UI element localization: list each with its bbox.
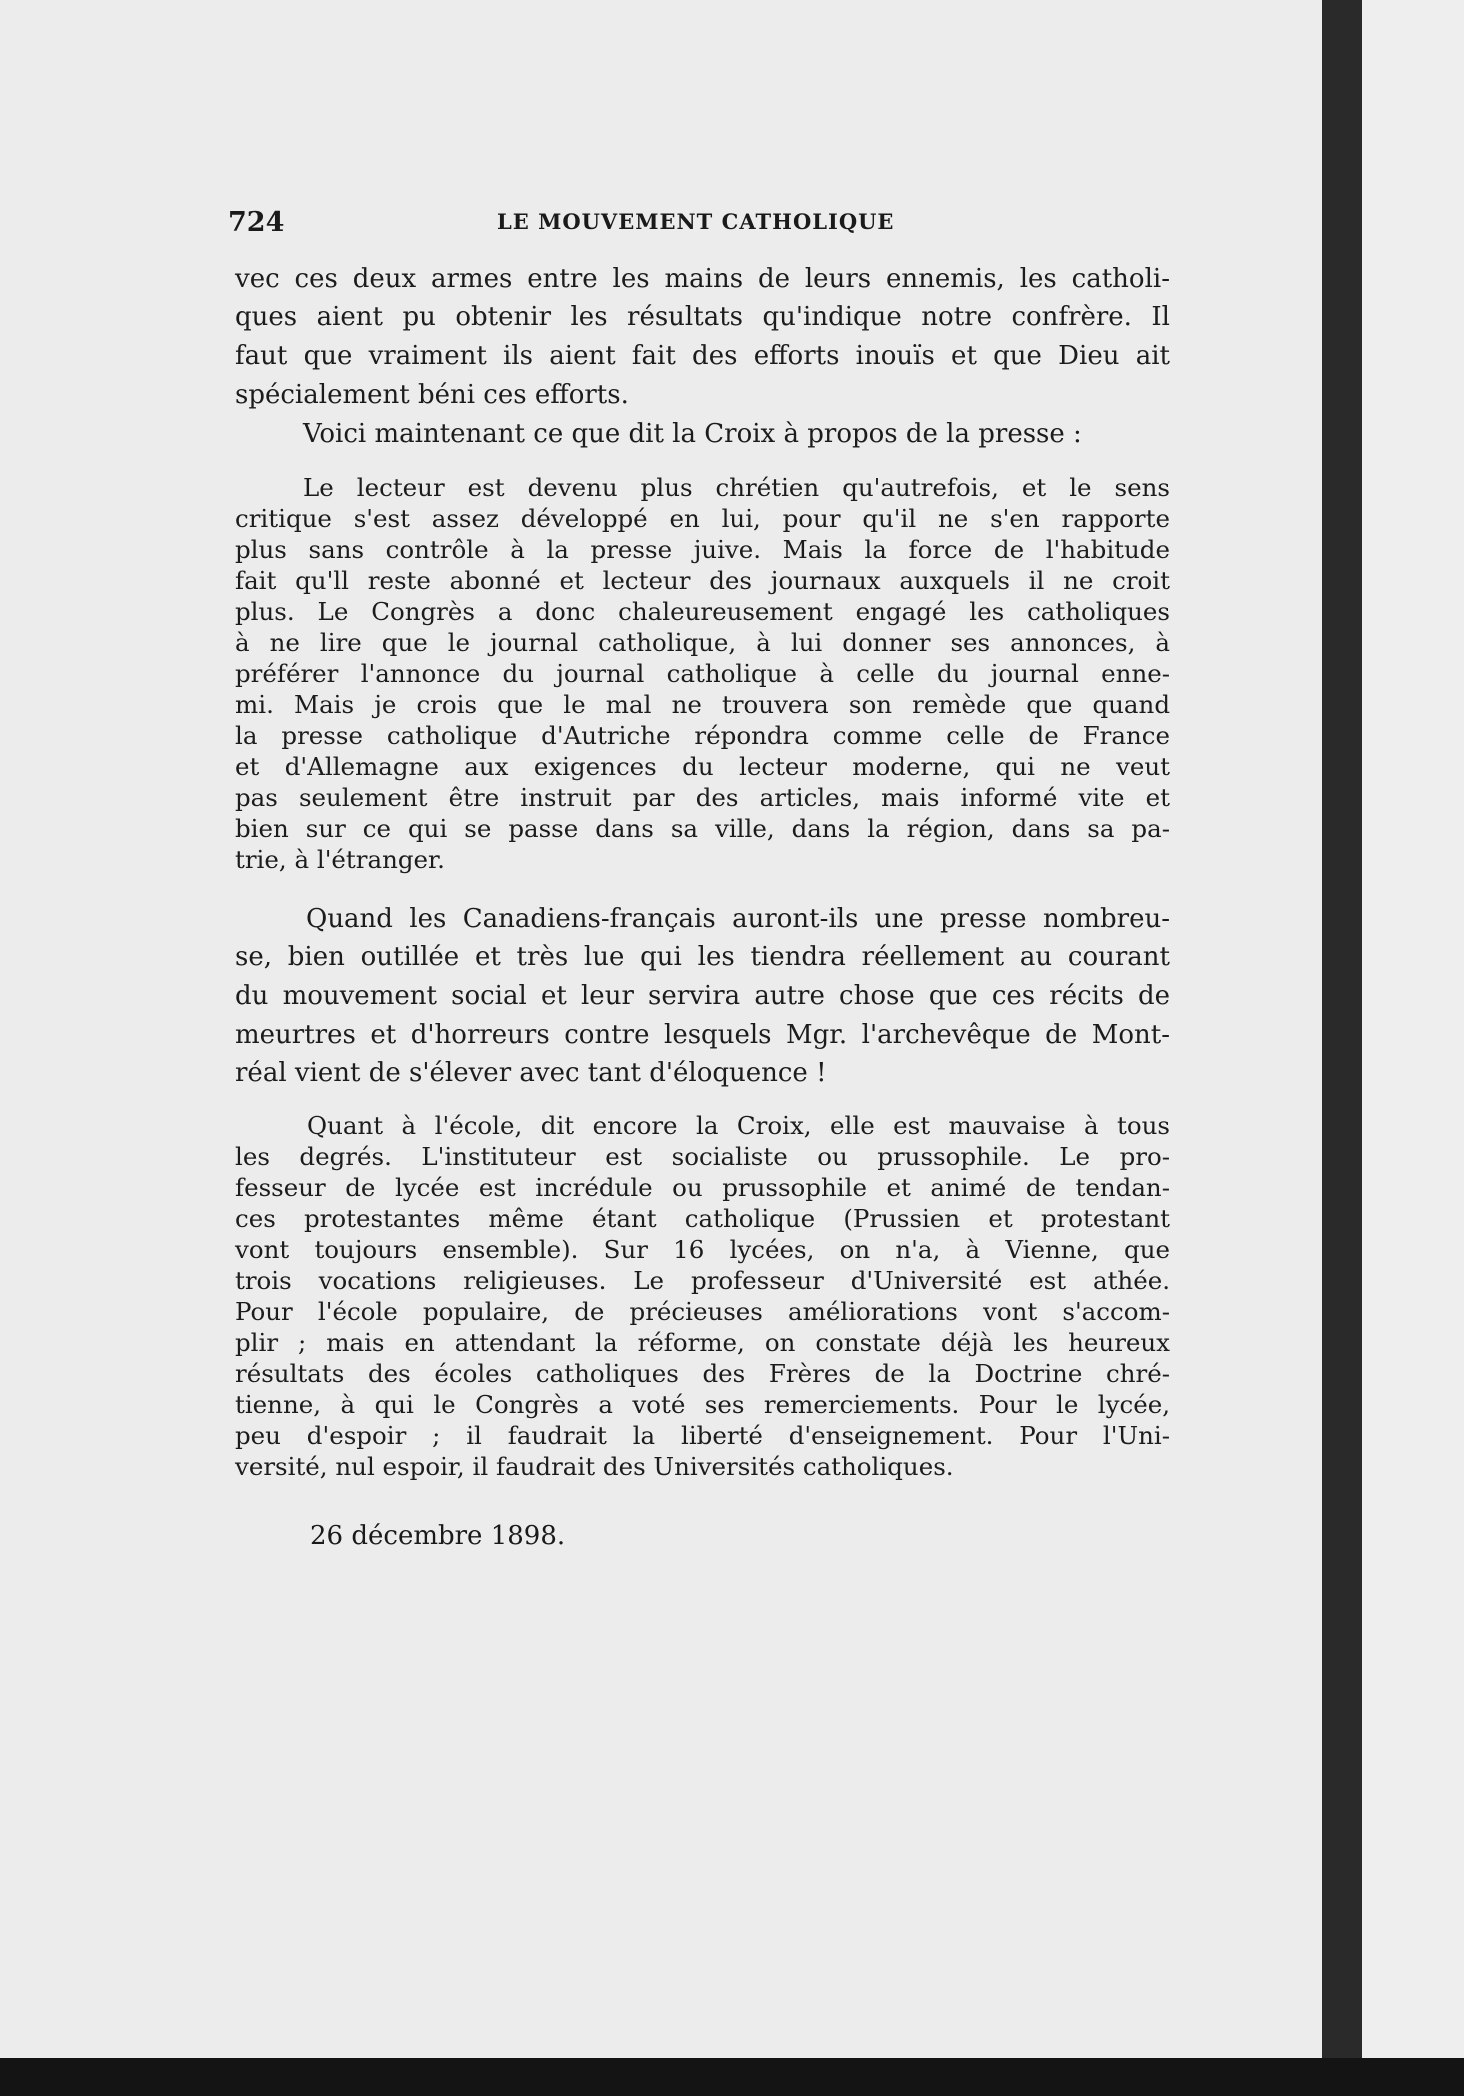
text-line: fait qu'll reste abonné et lecteur des journaux auxquels il ne croit [235,566,1170,595]
text-line: spécialement béni ces efforts. [235,380,629,410]
text-line: ques aient pu obtenir les résultats qu'indique notre confrère. Il [235,302,1170,332]
text-line: plir ; mais en attendant la réforme, on constate déjà les heureux [235,1328,1170,1357]
text-line: réal vient de s'élever avec tant d'éloquence ! [235,1058,827,1088]
text-line: trois vocations religieuses. Le professeur d'Université est athée. [235,1266,1170,1295]
text-line: plus sans contrôle à la presse juive. Mais la force de l'habitude [235,535,1170,564]
scan-border [0,2058,1464,2096]
page-number: 724 [228,207,285,238]
text-line: meurtres et d'horreurs contre lesquels Mgr. l'archevêque de Mont- [235,1020,1170,1050]
text-line: ces protestantes même étant catholique (Prussien et protestant [235,1204,1170,1233]
text-line: préférer l'annonce du journal catholique à celle du journal enne- [235,659,1170,688]
text-line: Quand les Canadiens-français auront-ils une presse nombreu- [306,904,1170,934]
text-line: Voici maintenant ce que dit la Croix à propos de la presse : [303,419,1082,449]
date-line: 26 décembre 1898. [310,1521,566,1551]
text-line: se, bien outillée et très lue qui les tiendra réellement au courant [235,942,1170,972]
page-edge-shadow [1322,0,1362,2058]
text-line: faut que vraiment ils aient fait des efforts inouïs et que Dieu ait [235,341,1170,371]
text-line: Le lecteur est devenu plus chrétien qu'autrefois, et le sens [303,473,1170,502]
text-line: peu d'espoir ; il faudrait la liberté d'enseignement. Pour l'Uni- [235,1421,1170,1450]
facing-page-edge [1362,0,1464,2058]
running-title: LE MOUVEMENT CATHOLIQUE [497,209,895,234]
text-line: bien sur ce qui se passe dans sa ville, dans la région, dans sa pa- [235,814,1170,843]
text-line: à ne lire que le journal catholique, à lui donner ses annonces, à [235,628,1170,657]
text-line: vont toujours ensemble). Sur 16 lycées, on n'a, à Vienne, que [235,1235,1170,1264]
text-line: plus. Le Congrès a donc chaleureusement engagé les catholiques [235,597,1170,626]
text-line: du mouvement social et leur servira autre chose que ces récits de [235,981,1170,1011]
text-line: critique s'est assez développé en lui, pour qu'il ne s'en rapporte [235,504,1170,533]
text-line: tienne, à qui le Congrès a voté ses remerciements. Pour le lycée, [235,1390,1170,1419]
text-line: et d'Allemagne aux exigences du lecteur moderne, qui ne veut [235,752,1170,781]
text-line: mi. Mais je crois que le mal ne trouvera son remède que quand [235,690,1170,719]
text-line: les degrés. L'instituteur est socialiste ou prussophile. Le pro- [235,1142,1170,1171]
text-line: la presse catholique d'Autriche répondra comme celle de France [235,721,1170,750]
text-line: vec ces deux armes entre les mains de leurs ennemis, les catholi- [235,264,1170,294]
text-line: trie, à l'étranger. [235,845,445,874]
text-line: fesseur de lycée est incrédule ou prussophile et animé de tendan- [235,1173,1170,1202]
text-line: Pour l'école populaire, de précieuses améliorations vont s'accom- [235,1297,1170,1326]
text-line: Quant à l'école, dit encore la Croix, elle est mauvaise à tous [307,1111,1170,1140]
text-line: versité, nul espoir, il faudrait des Universités catholiques. [235,1452,954,1481]
text-line: résultats des écoles catholiques des Frères de la Doctrine chré- [235,1359,1170,1388]
text-line: pas seulement être instruit par des articles, mais informé vite et [235,783,1170,812]
